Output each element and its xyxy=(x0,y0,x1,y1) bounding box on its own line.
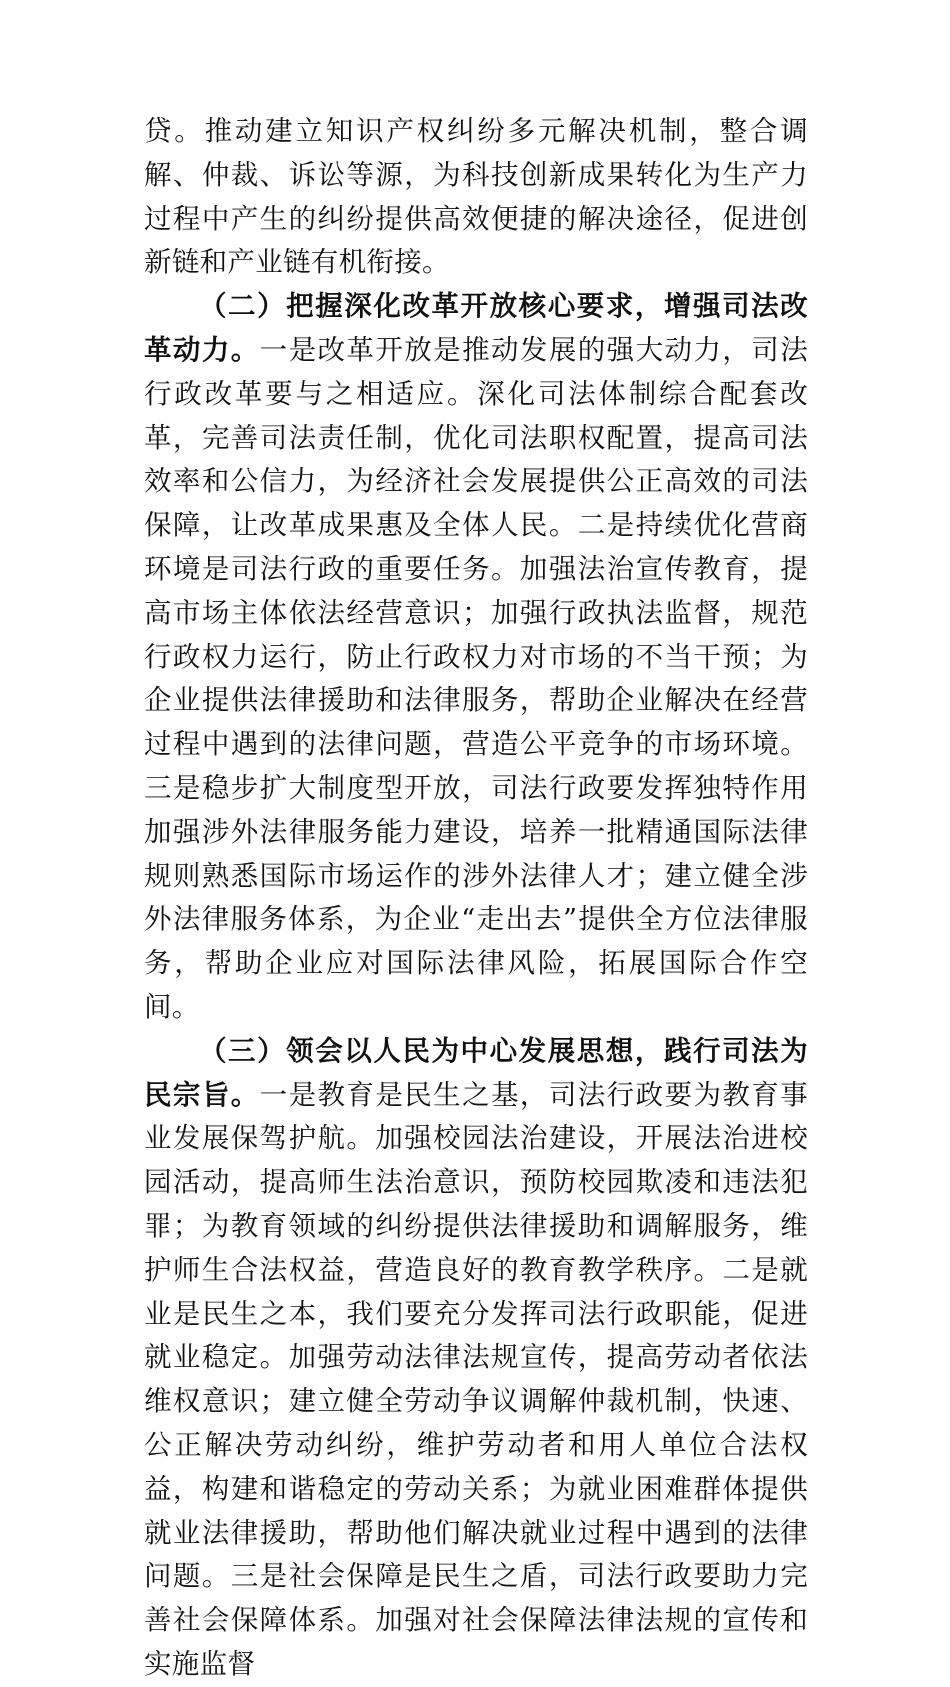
paragraph-3 xyxy=(144,1030,808,1687)
paragraph-1-body: 贷。推动建立知识产权纠纷多元解决机制，整合调解、仲裁、诉讼等源，为科技创新成果转化为生产力过程中产生的纠纷提供高效便捷的解决途径，促进创新链和产业链有机衔接。 xyxy=(144,115,808,279)
paragraph-2 xyxy=(144,285,808,1030)
paragraph-2-body: 一是改革开放是推动发展的强大动力，司法行政改革要与之相适应。深化司法体制综合配套改革，完善司法责任制，优化司法职权配置，提高司法效率和公信力，为经济社会发展提供公正高效的司法保障，让改革成果惠及全体人民。二是持续优化营商环境是司法行政的重要任务。加强法治宣传教育，提高市场主体依法经营意识；加强行政执法监督，规范行政权力运行，防止行政权力对市场的不当干预；为企业提供法律援助和法律服务，帮助企业解决在经营过程中遇到的法律问题，营造公平竞争的市场环境。三是稳步扩大制度型开放，司法行政要发挥独特作用加强涉外法律服务能力建设，培养一批精通国际法律规则熟悉国际市场运作的涉外法律人才；建立健全涉外法律服务体系，为企业“走出去”提供全方位法律服务，帮助企业应对国际法律风险，拓展国际合作空间。 xyxy=(144,333,808,1023)
document-page xyxy=(144,110,808,1687)
paragraph-2-heading: （二）把握深化改革开放核心要求，增强司法改革动力。 xyxy=(144,290,808,366)
paragraph-3-heading: （三）领会以人民为中心发展思想，践行司法为民宗旨。 xyxy=(144,1034,808,1111)
paragraph-3-body: 一是教育是民生之基，司法行政要为教育事业发展保驾护航。加强校园法治建设，开展法治进校园活动，提高师生法治意识，预防校园欺凌和违法犯罪；为教育领域的纠纷提供法律援助和调解服务，维护师生合法权益，营造良好的教育教学秩序。二是就业是民生之本，我们要充分发挥司法行政职能，促进就业稳定。加强劳动法律法规宣传，提高劳动者依法维权意识；建立健全劳动争议调解仲裁机制，快速、公正解决劳动纠纷，维护劳动者和用人单位合法权益，构建和谐稳定的劳动关系；为就业困难群体提供就业法律援助，帮助他们解决就业过程中遇到的法律问题。三是社会保障是民生之盾，司法行政要助力完善社会保障体系。加强对社会保障法律法规的宣传和实施监督 xyxy=(144,1078,808,1680)
paragraph-1 xyxy=(144,110,808,285)
